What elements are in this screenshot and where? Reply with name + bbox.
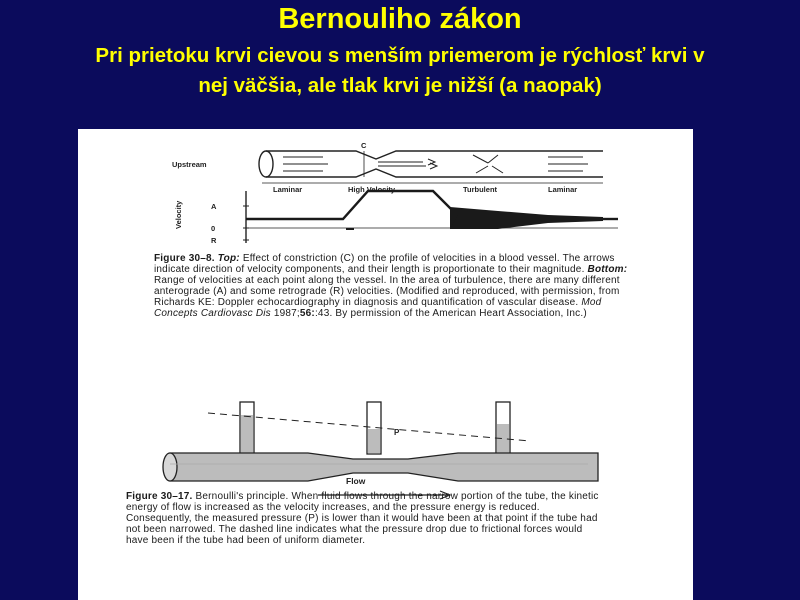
bernoulli-tube-diagram [163,402,598,499]
high-velocity-label: High Velocity [348,185,396,194]
pressure-label: P [394,428,400,437]
figure-30-8-number: Figure 30–8. [154,253,215,264]
caption-text-1: Effect of constriction (C) on the profile of velocities in a blood vessel. The arrows indicate direction of velocity components, and their length is proportionate to their magnitude. [154,253,615,275]
caption-journal: Mod Concepts Cardiovasc Dis [154,296,602,319]
vessel-upper-wall [266,151,603,159]
tick-a-label: A [211,202,217,211]
scanned-figure-page [78,129,693,600]
caption-text-2: Range of velocities at each point along the vessel. In the area of turbulence, there are many different anterograde (A) and some retrograde (R) velocities. (Modified and reproduced, with permission, from Richards KE: Doppler echocardiography in diagnosis and quantification of vascular disease. [154,274,620,308]
caption-bottom-word: Bottom: [587,263,628,275]
figure-30-17-number: Figure 30–17. [126,491,193,502]
figure-30-17-caption [126,492,606,547]
turbulent-label: Turbulent [463,185,498,194]
figure-30-17-text: Bernoulli's principle. When fluid flows through the narrow portion of the tube, the kinetic energy of flow is increased as the velocity increases, and the pressure energy is reduced. Consequently, the measured pressure (P) is lower than it would have been at that point if the tube had not been narrowed. The dashed line indicates what the pressure drop due to frictional forces would have been if the tube had been of uniform diameter. [126,491,599,546]
constriction-label: C [361,141,367,150]
upstream-label: Upstream [172,160,207,169]
slide-title: Bernouliho zákon [278,3,522,35]
flow-label: Flow [346,476,366,486]
laminar-right-label: Laminar [548,185,578,194]
tube-inlet [163,453,177,481]
caption-year: 1987; [273,307,300,319]
slide-subtitle: Pri prietoku krvi cievou s menším priemerom je rýchlosť krvi v nej väčšia, ale tlak krvi je nižší (a naopak) [95,44,705,97]
figure-30-8-caption [154,254,634,319]
caption-text-4: :43. By permission of the American Heart Association, Inc.) [314,307,587,319]
velocity-axis-label: Velocity [174,200,183,229]
caption-top-word: Top: [217,253,240,264]
velocity-turbulent-band [450,207,603,229]
constricted-vessel-diagram [259,151,603,183]
vessel-lower-wall [266,169,603,177]
velocity-profile-plot [174,191,618,245]
vessel-labels [172,141,577,194]
tick-r-label: R [211,236,217,245]
tube-body [170,453,598,481]
vessel-opening [259,151,273,177]
velocity-curve-laminar-high [246,191,453,219]
tick-0-label: 0 [211,224,216,233]
laminar-left-label: Laminar [273,185,303,194]
caption-volume: 56: [299,307,315,319]
